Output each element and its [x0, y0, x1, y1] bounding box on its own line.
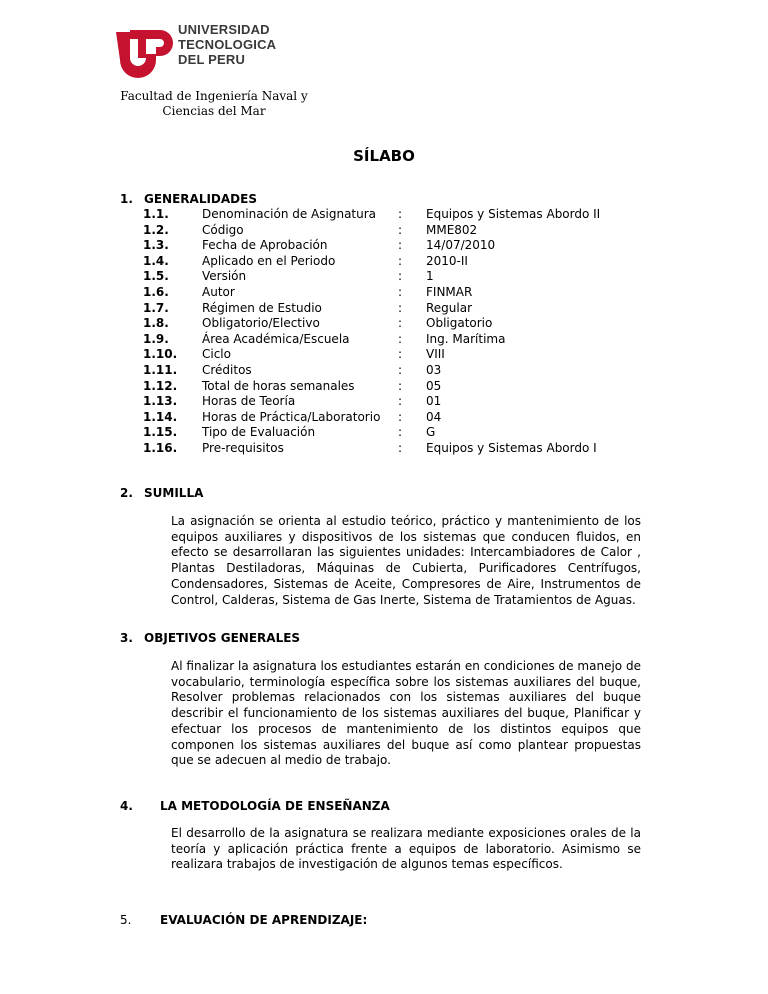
generalidades-row	[143, 223, 600, 239]
item-colon: :	[398, 222, 403, 237]
item-label: Obligatorio/Electivo	[202, 316, 320, 331]
item-colon: :	[398, 331, 403, 346]
section-title: GENERALIDADES	[144, 192, 257, 206]
faculty-line-1: Facultad de Ingeniería Naval y	[120, 89, 308, 103]
item-number: 1.6.	[143, 284, 169, 299]
generalidades-row	[143, 394, 600, 410]
item-value: 14/07/2010	[426, 238, 496, 253]
item-value: G	[426, 425, 436, 440]
item-label: Área Académica/Escuela	[202, 331, 350, 346]
section-title: SUMILLA	[144, 486, 204, 500]
item-number: 1.1.	[143, 207, 169, 221]
item-colon: :	[398, 316, 403, 331]
item-value: Ing. Marítima	[426, 331, 506, 346]
generalidades-row	[143, 238, 600, 254]
section-number: 2.	[120, 486, 133, 500]
item-value: Equipos y Sistemas Abordo I	[426, 440, 597, 455]
item-colon: :	[398, 347, 403, 362]
item-label: Horas de Teoría	[202, 394, 296, 409]
item-colon: :	[398, 425, 403, 440]
section-title: LA METODOLOGÍA DE ENSEÑANZA	[160, 799, 390, 813]
item-value: 01	[426, 394, 442, 409]
generalidades-row	[143, 441, 600, 457]
item-colon: :	[398, 409, 403, 424]
generalidades-row	[143, 363, 600, 379]
item-value: 04	[426, 409, 442, 424]
section-heading-evaluacion	[120, 913, 367, 927]
metodologia-paragraph: El desarrollo de la asignatura se realizara mediante exposiciones orales de la teoría y aplicación práctica frente a equipos de laboratorio. Asimismo se realizara trabajos de investigación de algunos temas específicos.	[171, 826, 641, 872]
item-colon: :	[398, 284, 403, 299]
university-logo	[112, 22, 292, 82]
item-label: Créditos	[202, 362, 252, 377]
item-value: Obligatorio	[426, 316, 493, 331]
item-colon: :	[398, 269, 403, 284]
item-number: 1.8.	[143, 316, 169, 331]
item-colon: :	[398, 378, 403, 393]
item-value: Equipos y Sistemas Abordo II	[426, 207, 601, 221]
logo-line-1: UNIVERSIDAD	[178, 22, 270, 37]
faculty-name	[114, 89, 314, 119]
generalidades-row	[143, 347, 600, 363]
faculty-line-2: Ciencias del Mar	[162, 104, 266, 118]
generalidades-row	[143, 332, 600, 348]
item-number: 1.16.	[143, 440, 178, 455]
item-colon: :	[398, 394, 403, 409]
item-value: VIII	[426, 347, 445, 362]
objetivos-paragraph: Al finalizar la asignatura los estudiantes estarán en condiciones de manejo de vocabulario, terminología específica sobre los sistemas auxiliares del buque, Resolver problemas relacionados con los sistemas auxiliares del buque describir el funcionamiento de los sistemas auxiliares del buque, Planificar y efectuar los procesos de mantenimiento de los distintos equipos que componen los sistemas auxiliares del buque así como plantear propuestas que se adecuen al medio de trabajo.	[171, 659, 641, 768]
item-number: 1.9.	[143, 331, 169, 346]
item-colon: :	[398, 440, 403, 455]
document-title: SÍLABO	[353, 147, 415, 165]
section-heading-sumilla	[120, 486, 203, 500]
item-label: Tipo de Evaluación	[202, 425, 316, 440]
section-heading-objetivos	[120, 631, 300, 645]
item-label: Régimen de Estudio	[202, 300, 322, 315]
item-value: 2010-II	[426, 253, 468, 268]
logo-wordmark	[178, 22, 276, 67]
item-number: 1.7.	[143, 300, 169, 315]
sumilla-paragraph: La asignación se orienta al estudio teórico, práctico y mantenimiento de los equipos auxiliares y dispositivos de los sistemas que conducen fluidos, en efecto se desarrollaran las siguientes unidades: Intercambiadores de Calor , Plantas Destiladoras, Máquinas de Cubierta, Purificadores Centrífugos, Condensadores, Sistemas de Aceite, Compresores de Aire, Instrumentos de Control, Calderas, Sistema de Gas Inerte, Sistema de Tratamientos de Aguas.	[171, 514, 641, 607]
item-label: Código	[202, 222, 244, 237]
generalidades-row	[143, 207, 600, 223]
generalidades-row	[143, 301, 600, 317]
item-number: 1.10.	[143, 347, 178, 362]
generalidades-row	[143, 269, 600, 285]
item-label: Denominación de Asignatura	[202, 207, 377, 221]
utp-emblem-icon	[112, 22, 176, 82]
section-title: OBJETIVOS GENERALES	[144, 631, 301, 645]
section-number: 1.	[120, 192, 133, 206]
item-number: 1.15.	[143, 425, 178, 440]
item-label: Autor	[202, 284, 235, 299]
item-number: 1.4.	[143, 253, 169, 268]
section-number: 4.	[120, 799, 133, 813]
item-value: FINMAR	[426, 284, 473, 299]
item-label: Ciclo	[202, 347, 231, 362]
item-colon: :	[398, 300, 403, 315]
item-value: 05	[426, 378, 442, 393]
item-value: 03	[426, 362, 442, 377]
item-number: 1.11.	[143, 362, 178, 377]
section-heading-metodologia	[120, 799, 390, 813]
item-number: 1.14.	[143, 409, 178, 424]
section-number: 5.	[120, 913, 132, 927]
generalidades-row	[143, 425, 600, 441]
generalidades-table	[143, 207, 600, 457]
item-value: MME802	[426, 222, 478, 237]
item-number: 1.13.	[143, 394, 178, 409]
item-number: 1.2.	[143, 222, 169, 237]
generalidades-row	[143, 316, 600, 332]
logo-line-2: TECNOLOGICA	[178, 37, 277, 52]
item-number: 1.3.	[143, 238, 169, 253]
item-value: 1	[426, 269, 434, 284]
item-value: Regular	[426, 300, 473, 315]
generalidades-row	[143, 254, 600, 270]
item-label: Pre-requisitos	[202, 440, 284, 455]
item-colon: :	[398, 362, 403, 377]
item-colon: :	[398, 207, 403, 221]
generalidades-row	[143, 410, 600, 426]
item-label: Horas de Práctica/Laboratorio	[202, 409, 381, 424]
section-title: EVALUACIÓN DE APRENDIZAJE:	[160, 913, 368, 927]
item-number: 1.12.	[143, 378, 178, 393]
logo-line-3: DEL PERU	[178, 52, 246, 67]
section-number: 3.	[120, 631, 133, 645]
generalidades-row	[143, 285, 600, 301]
item-label: Fecha de Aprobación	[202, 238, 328, 253]
item-label: Total de horas semanales	[202, 378, 355, 393]
section-heading-generalidades	[120, 192, 257, 206]
item-colon: :	[398, 253, 403, 268]
generalidades-row	[143, 379, 600, 395]
item-label: Aplicado en el Periodo	[202, 253, 336, 268]
item-label: Versión	[202, 269, 247, 284]
item-colon: :	[398, 238, 403, 253]
item-number: 1.5.	[143, 269, 169, 284]
